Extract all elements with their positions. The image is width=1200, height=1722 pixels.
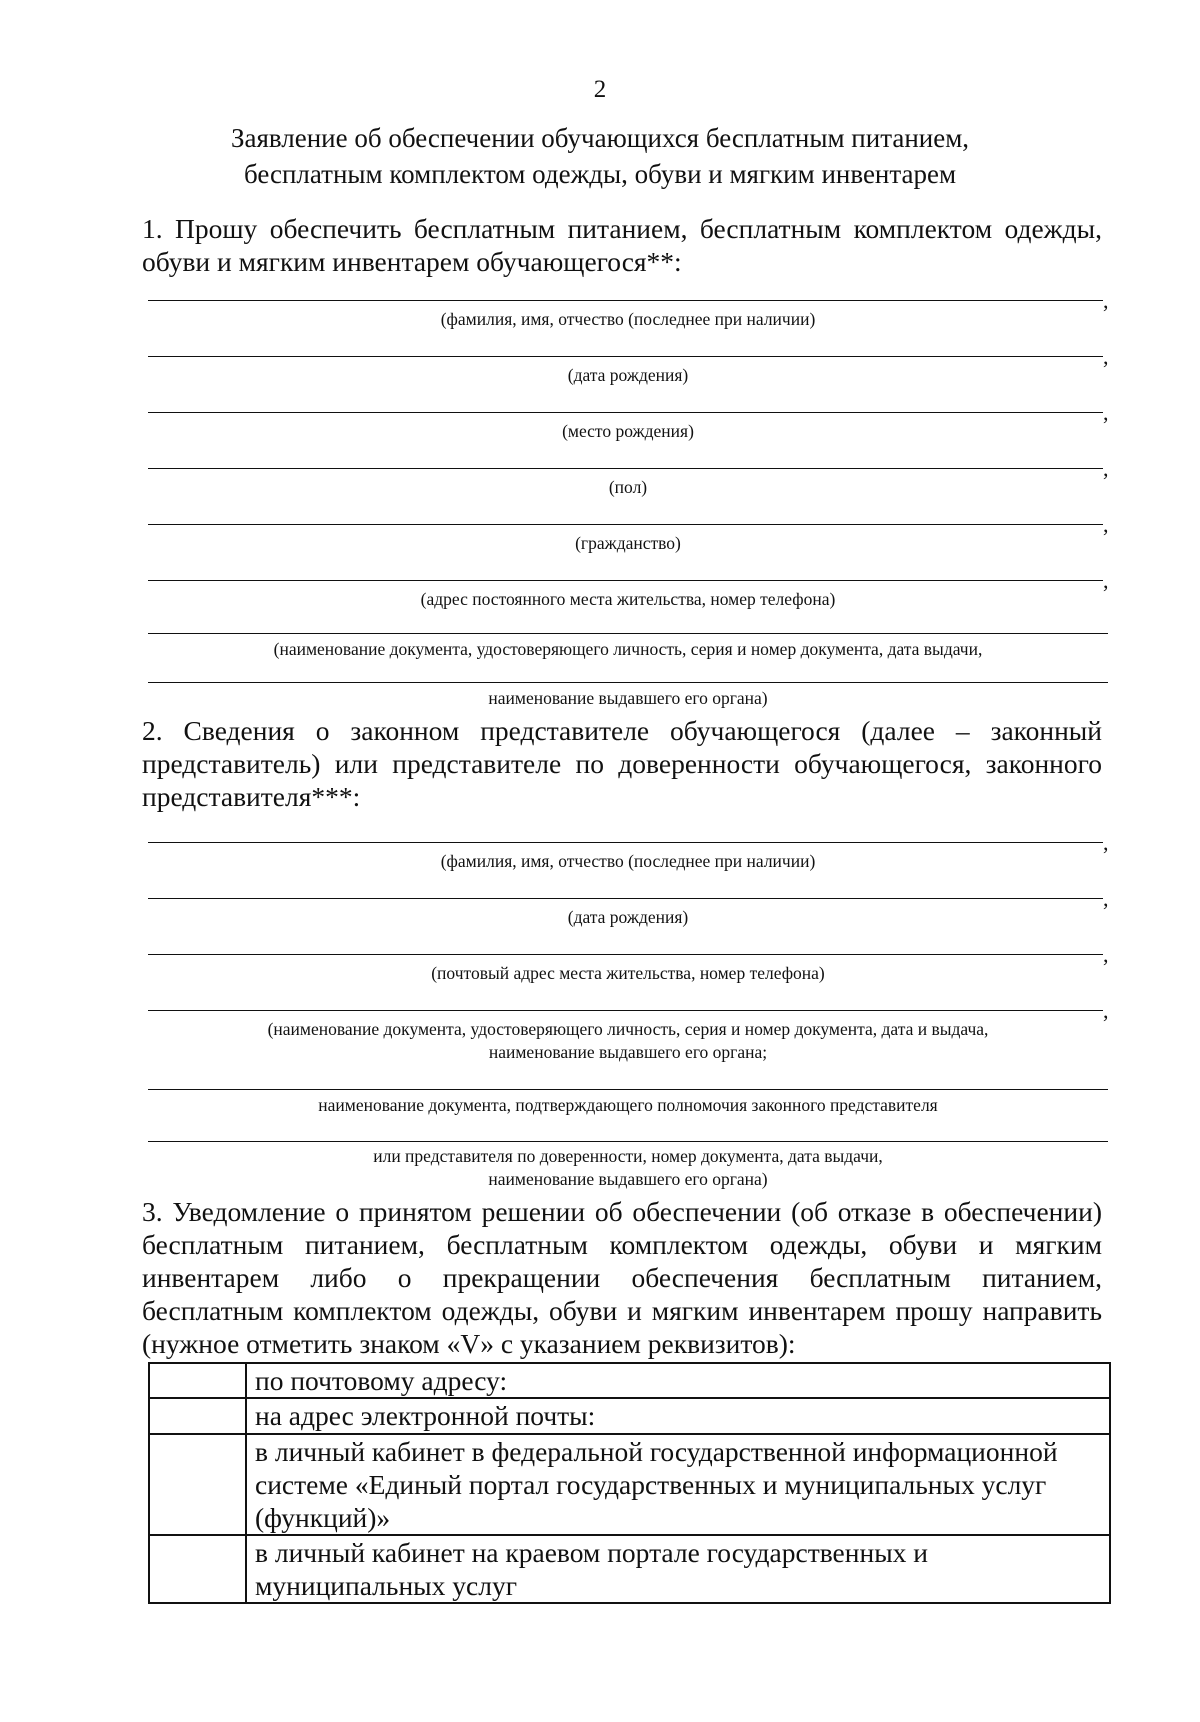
section-2-heading: 2. Сведения о законном представителе обучающегося (далее – законный представитель) или представителе по доверенности обучающегося, законного представителя***: <box>142 715 1102 812</box>
caption-representative-name: (фамилия, имя, отчество (последнее при наличии) <box>440 851 816 871</box>
caption-representative-birthdate: (дата рождения) <box>567 907 689 927</box>
caption-student-birthdate: (дата рождения) <box>567 365 689 385</box>
title-line-1: Заявление об обеспечении обучающихся бесплатным питанием, <box>230 123 970 153</box>
option-email: на адрес электронной почты: <box>246 1398 1110 1434</box>
table-row <box>149 1398 1110 1434</box>
fill-line-student-document[interactable] <box>148 633 1108 634</box>
fill-line-student-citizenship[interactable] <box>148 524 1103 525</box>
fill-line-representative-name[interactable] <box>148 842 1103 843</box>
caption-student-sex: (пол) <box>608 477 648 497</box>
comma: , <box>1103 568 1109 593</box>
checkbox-email[interactable] <box>149 1398 246 1434</box>
fill-line-student-document-issuer[interactable] <box>148 682 1108 683</box>
option-federal-portal: в личный кабинет в федеральной государственной информационной системе «Единый портал государственных и муниципальных услуг (функций)» <box>246 1434 1110 1535</box>
option-postal-address: по почтовому адресу: <box>246 1363 1110 1398</box>
page-number: 2 <box>593 76 607 103</box>
caption-authority-document-issuer: наименование выдавшего его органа) <box>488 1169 768 1189</box>
section-1-heading: 1. Прошу обеспечить бесплатным питанием, бесплатным комплектом одежды, обуви и мягким инвентарем обучающегося**: <box>142 213 1102 277</box>
document-title <box>0 120 1200 192</box>
fill-line-student-birthdate[interactable] <box>148 356 1103 357</box>
fill-line-representative-address[interactable] <box>148 954 1103 955</box>
caption-representative-document: (наименование документа, удостоверяющего личность, серия и номер документа, дата и выдача, <box>267 1019 989 1039</box>
fill-line-student-sex[interactable] <box>148 468 1103 469</box>
fill-line-student-birthplace[interactable] <box>148 412 1103 413</box>
comma: , <box>1103 998 1109 1023</box>
fill-line-student-address[interactable] <box>148 580 1103 581</box>
fill-line-authority-document[interactable] <box>148 1089 1108 1090</box>
caption-authority-document-details: или представителя по доверенности, номер документа, дата выдачи, <box>373 1146 883 1166</box>
caption-representative-document-issuer: наименование выдавшего его органа; <box>488 1042 768 1062</box>
comma: , <box>1103 830 1109 855</box>
comma: , <box>1103 456 1109 481</box>
caption-student-document-issuer: наименование выдавшего его органа) <box>488 688 768 708</box>
caption-student-document: (наименование документа, удостоверяющего личность, серия и номер документа, дата выдачи, <box>273 639 983 659</box>
checkbox-postal-address[interactable] <box>149 1363 246 1398</box>
caption-student-address: (адрес постоянного места жительства, номер телефона) <box>420 589 836 609</box>
comma: , <box>1103 886 1109 911</box>
checkbox-regional-portal[interactable] <box>149 1535 246 1603</box>
table-row <box>149 1434 1110 1535</box>
comma: , <box>1103 288 1109 313</box>
comma: , <box>1103 400 1109 425</box>
title-line-2: бесплатным комплектом одежды, обуви и мягким инвентарем <box>243 159 957 189</box>
table-row <box>149 1535 1110 1603</box>
checkbox-federal-portal[interactable] <box>149 1434 246 1535</box>
fill-line-representative-birthdate[interactable] <box>148 898 1103 899</box>
caption-student-citizenship: (гражданство) <box>575 533 681 553</box>
option-regional-portal: в личный кабинет на краевом портале государственных и муниципальных услуг <box>246 1535 1110 1603</box>
caption-authority-document: наименование документа, подтверждающего полномочия законного представителя <box>318 1095 938 1115</box>
comma: , <box>1103 344 1109 369</box>
table-row <box>149 1363 1110 1398</box>
fill-line-authority-document-details[interactable] <box>148 1141 1108 1142</box>
caption-student-birthplace: (место рождения) <box>562 421 694 441</box>
fill-line-representative-document[interactable] <box>148 1010 1103 1011</box>
comma: , <box>1103 512 1109 537</box>
fill-line-student-name[interactable] <box>148 300 1103 301</box>
notification-method-table <box>148 1362 1111 1604</box>
section-3-heading: 3. Уведомление о принятом решении об обеспечении (об отказе в обеспечении) бесплатным питанием, бесплатным комплектом одежды, обуви и мягким инвентарем либо о прекращении обеспечения бесплатным питанием, бесплатным комплектом одежды, обуви и мягким инвентарем прошу направить (нужное отметить знаком «V» с указанием реквизитов): <box>142 1196 1102 1359</box>
caption-representative-address: (почтовый адрес места жительства, номер телефона) <box>431 963 825 983</box>
caption-student-name: (фамилия, имя, отчество (последнее при наличии) <box>440 309 816 329</box>
comma: , <box>1103 942 1109 967</box>
